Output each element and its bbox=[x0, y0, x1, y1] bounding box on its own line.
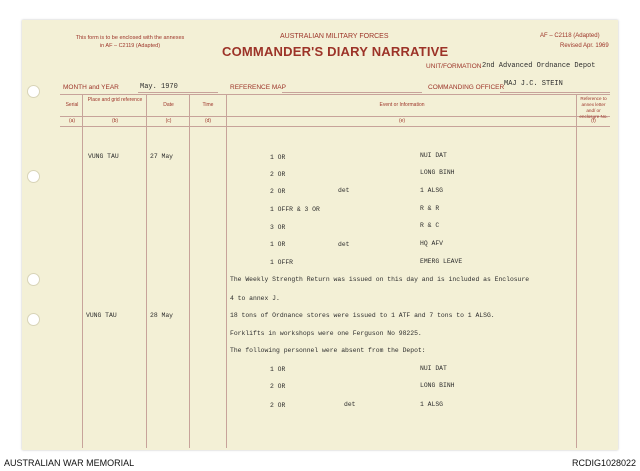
col-header-serial: Serial bbox=[65, 102, 79, 108]
underline bbox=[282, 92, 422, 93]
code-row-rule bbox=[60, 126, 610, 127]
entry-date: 28 May bbox=[150, 312, 174, 319]
personnel-count: 2 OR bbox=[270, 188, 286, 195]
col-code: (b) bbox=[111, 118, 119, 124]
commanding-officer-label: COMMANDING OFFICER bbox=[428, 84, 505, 91]
personnel-location: HQ AFV bbox=[420, 240, 444, 247]
personnel-count: 1 OR bbox=[270, 241, 286, 248]
column-divider bbox=[82, 94, 83, 448]
revision-date: Revised Apr. 1969 bbox=[560, 43, 609, 49]
org-name: AUSTRALIAN MILITARY FORCES bbox=[280, 33, 389, 40]
col-code: (f) bbox=[591, 118, 596, 124]
month-year-label: MONTH and YEAR bbox=[63, 84, 119, 91]
col-header-event: Event or Information bbox=[379, 102, 425, 108]
table-top-rule bbox=[60, 94, 610, 95]
unit-value: 2nd Advanced Ordnance Depot bbox=[482, 62, 596, 70]
col-header-reference: Reference to annex letter and/ or enclosure No. bbox=[579, 96, 608, 119]
col-code: (d) bbox=[204, 118, 212, 124]
col-header-place: Place and grid reference bbox=[87, 97, 143, 103]
personnel-location: EMERG LEAVE bbox=[420, 258, 463, 265]
month-year-value: May. 1970 bbox=[140, 83, 178, 91]
personnel-location: NUI DAT bbox=[420, 152, 447, 159]
form-title: COMMANDER'S DIARY NARRATIVE bbox=[222, 44, 449, 59]
entry-place: VUNG TAU bbox=[88, 153, 119, 160]
punch-hole bbox=[27, 85, 40, 98]
header-rule bbox=[60, 116, 610, 117]
col-code: (e) bbox=[398, 118, 406, 124]
column-divider bbox=[146, 94, 147, 448]
personnel-count: 1 OFFR bbox=[270, 259, 294, 266]
entry-note: 4 to annex J. bbox=[230, 295, 280, 302]
personnel-count: 3 OR bbox=[270, 224, 286, 231]
col-header-date: Date bbox=[163, 102, 174, 108]
personnel-location: 1 ALSG bbox=[420, 187, 444, 194]
personnel-location: LONG BINH bbox=[420, 382, 455, 389]
entry-note: 18 tons of Ordnance stores were issued to 1 ATF and 7 tons to 1 ALSG. bbox=[230, 312, 495, 319]
col-code: (a) bbox=[68, 118, 76, 124]
punch-hole bbox=[27, 313, 40, 326]
personnel-location: LONG BINH bbox=[420, 169, 455, 176]
punch-hole bbox=[27, 170, 40, 183]
entry-date: 27 May bbox=[150, 153, 174, 160]
col-code: (c) bbox=[165, 118, 172, 124]
personnel-location: R & C bbox=[420, 222, 440, 229]
commanding-officer-value: MAJ J.C. STEIN bbox=[504, 80, 563, 88]
underline bbox=[500, 92, 610, 93]
col-header-time: Time bbox=[202, 102, 214, 108]
personnel-location: NUI DAT bbox=[420, 365, 447, 372]
personnel-count: 2 OR bbox=[270, 171, 286, 178]
personnel-location: 1 ALSG bbox=[420, 401, 444, 408]
personnel-count: 1 OR bbox=[270, 366, 286, 373]
personnel-count: 2 OR bbox=[270, 383, 286, 390]
personnel-count: 1 OR bbox=[270, 154, 286, 161]
personnel-count: 1 OFFR & 3 OR bbox=[270, 206, 320, 213]
enclosure-note: This form is to be enclosed with the annexes in AF – C2119 (Adapted) bbox=[75, 35, 185, 49]
form-code: AF – C2118 (Adapted) bbox=[540, 33, 600, 39]
personnel-det: det bbox=[344, 401, 356, 408]
column-divider bbox=[576, 94, 577, 448]
personnel-location: R & R bbox=[420, 205, 440, 212]
archive-credit: AUSTRALIAN WAR MEMORIAL bbox=[4, 458, 135, 468]
column-divider bbox=[189, 94, 190, 448]
entry-note: Forklifts in workshops were one Ferguson No 98225. bbox=[230, 330, 422, 337]
personnel-det: det bbox=[338, 187, 350, 194]
personnel-det: det bbox=[338, 241, 350, 248]
entry-place: VUNG TAU bbox=[86, 312, 117, 319]
punch-hole bbox=[27, 273, 40, 286]
reference-map-label: REFERENCE MAP bbox=[230, 84, 286, 91]
underline bbox=[138, 92, 218, 93]
personnel-count: 2 OR bbox=[270, 402, 286, 409]
entry-note: The following personnel were absent from the Depot: bbox=[230, 347, 426, 354]
entry-note: The Weekly Strength Return was issued on this day and is included as Enclosure bbox=[230, 276, 530, 283]
unit-label: UNIT/FORMATION bbox=[426, 63, 482, 70]
column-divider bbox=[226, 94, 227, 448]
record-id: RCDIG1028022 bbox=[571, 458, 636, 468]
